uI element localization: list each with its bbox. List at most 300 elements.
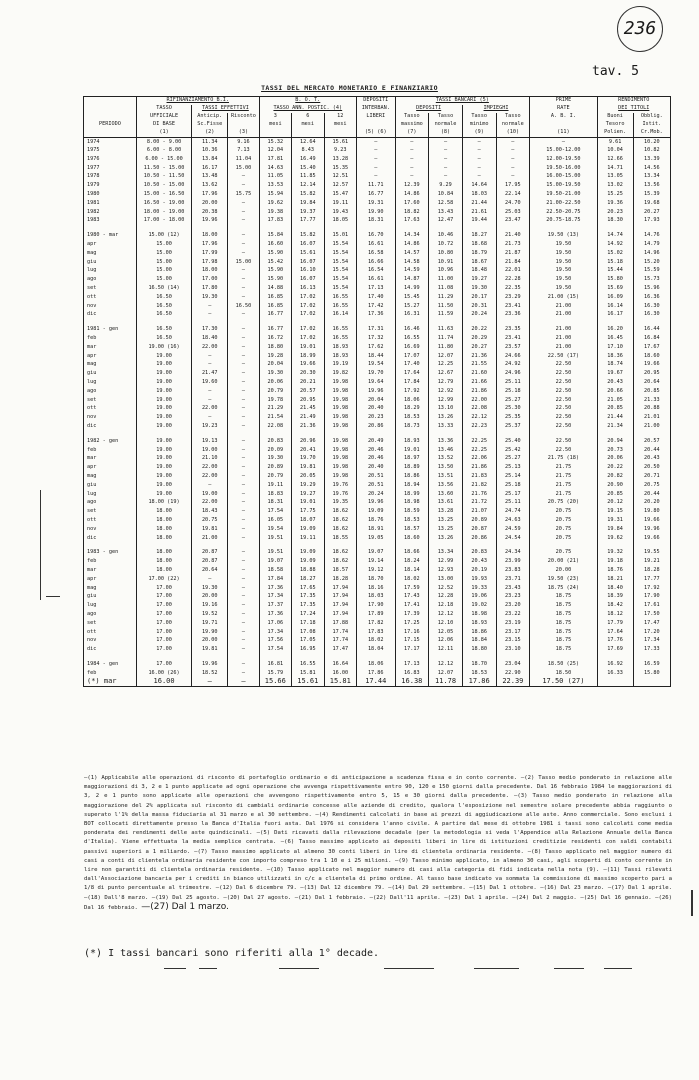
table-cell: 19.54 [259, 525, 291, 534]
table-cell: 15.54 [324, 275, 356, 284]
table-cell: 15.02 [597, 249, 633, 258]
table-cell: 20.85 [633, 387, 670, 396]
table-cell: 17.83 [259, 217, 291, 226]
table-cell: 16.30 [633, 311, 670, 320]
table-cell: 17.02 [292, 293, 324, 302]
table-row [84, 481, 671, 490]
table-cell: 14.99 [395, 284, 429, 293]
table-cell: 20.64 [633, 378, 670, 387]
table-cell: 20.06 [259, 378, 291, 387]
table-cell: 21.00 [530, 311, 597, 320]
table-row [84, 610, 671, 619]
table-cell: 20.86 [357, 422, 395, 431]
table-cell: — [462, 164, 496, 173]
table-cell: 18.28 [633, 566, 670, 575]
table-cell: — [228, 352, 259, 361]
table-cell: 21.87 [496, 249, 530, 258]
table-cell: 18.99 [395, 490, 429, 499]
table-cell: 13.28 [429, 507, 463, 516]
row-period: set [84, 396, 137, 405]
table-row [84, 534, 671, 543]
table-cell: 25.37 [496, 422, 530, 431]
table-cell: 19.19 [324, 361, 356, 370]
table-cell: 20.17 [462, 293, 496, 302]
table-cell: — [228, 231, 259, 240]
table-cell: 21.47 [192, 369, 228, 378]
table-cell: 18.88 [292, 566, 324, 575]
table-cell: 22.50 [530, 405, 597, 414]
table-cell: 19.30 [259, 369, 291, 378]
table-cell: — [429, 173, 463, 182]
table-cell: 18.04 [357, 645, 395, 654]
table-cell: 18.80 [259, 343, 291, 352]
table-cell: 17.88 [324, 619, 356, 628]
table-cell: 18.00 [136, 516, 191, 525]
row-period: dic [84, 422, 137, 431]
table-cell: 19.01 [395, 446, 429, 455]
table-cell: 15.40 [292, 164, 324, 173]
table-cell: 18.00 [136, 534, 191, 543]
table-cell: — [496, 173, 530, 182]
table-cell: 17.94 [324, 601, 356, 610]
table-cell: 21.86 [462, 463, 496, 472]
table-row [84, 405, 671, 414]
table-cell: 19.62 [259, 199, 291, 208]
table-cell: 18.48 [462, 267, 496, 276]
table-cell: 15.44 [597, 267, 633, 276]
table-cell: 15.81 [324, 678, 356, 687]
table-cell: 15.27 [395, 302, 429, 311]
table-cell: 16.55 [324, 293, 356, 302]
table-cell: — [228, 472, 259, 481]
table-cell: 18.93 [462, 619, 496, 628]
table-cell: 16.55 [292, 660, 324, 669]
table-cell: 17.35 [292, 593, 324, 602]
table-cell: 25.27 [496, 396, 530, 405]
table-cell: 19.64 [357, 378, 395, 387]
table-cell: 18.86 [462, 628, 496, 637]
table-cell: 19.09 [292, 549, 324, 558]
table-cell: — [462, 138, 496, 147]
table-cell: 19.00 [136, 490, 191, 499]
table-cell: 21.33 [633, 396, 670, 405]
table-cell: 20.75 [633, 481, 670, 490]
table-cell: — [228, 610, 259, 619]
table-cell: — [228, 628, 259, 637]
table-cell: 21.82 [462, 481, 496, 490]
table-cell: 11.04 [228, 155, 259, 164]
table-cell: — [462, 155, 496, 164]
table-cell: 16.72 [259, 334, 291, 343]
footnotes-text: —(1) Applicabile alle operazioni di risconto di portafoglio ordinario e di anticipazione a scadenza fissa e in conto corrente. —(2) Tasso medio ponderato in relazione alle maggiorazioni di 3, 2 e 1 punto applicate ad ogni operazione che avvenga rispettivamente entro 90, 120 e 150 giorni dalla precedente. Dal 16 febbraio 1984 le maggiorazioni di 3, 2 e 1 punto sono applicate alle operazioni che avvengono rispettivamente entro 5, 15 e 30 giorni dalla precedente. —(3) Tasso medio ponderato in relazione alla maggiorazione del 2% applicata sul risconto di cambiali ordinarie concesse alle aziende di credito, qualora l'esposizione nel semestre solare precedente abbia raggiunto o superato l'1% della massa fiduciaria al 31 marzo e al 30 settembre. —(4) Rendimenti calcolati in base ai prezzi di aggiudicazione alle aste. Anno commerciale. Sono esclusi i BOT collocati direttamente presso la Banca d'Italia fuori asta. Dal 1976 si considera l'anno civile. A partire dal mese di ottobre 1981 i tassi sono calcolati come media ponderata dei rendimenti delle aste quindicinali. —(5) Dati ricavati dalla rilevazione decadale (per la metodologia si veda l'Appendice alla Relazione Annuale della Banca d'Italia). Viene effettuata la media semplice centrata. —(6) Tasso massimo applicato ai depositi liberi in lire di istituzioni creditizie residenti con saldi contabili passivi superiori a 1 miliardo. —(7) Tasso massimo applicato al almeno 30 conti liberi in lire di clientela ordinaria residente. —(8) Tasso applicato nel maggior numero di casi a conti di clientela ordinaria residente con importo compreso tra 1 10 e i 25 milioni. —(9) Tasso minimo applicato, in almeno 30 casi, agli scoperti di conto corrente in lire non garantiti di clientela ordinaria residente. —(10) Tasso applicato nel maggior numero di casi alla categoria di fidi indicata nella nota (9). —(11) Tassi rilevati dall'Associazione bancaria per i crediti in bianco utilizzati in c/c a clientela di primo ordine. Al tasso base indicato va sommata la commissione di massimo scoperto pari a 1/8 di punto percentuale al trimestre. —(12) Dal 6 dicembre 79. —(13) Dal 12 dicembre 79. —(14) Dal 29 settembre. —(15) Dal 1 ottobre. —(16) Dal 23 marzo. —(17) Dal 1 aprile. —(18) Dall'8 marzo. —(19) Dal 25 agosto. —(20) Dal 27 agosto. —(21) Dal 1 febbraio. —(22) Dall'11 aprile. —(23) Dal 1 aprile. —(24) Dal 2 maggio. —(25) Dal 16 gennaio. —(26) Dal 16 febbraio. [84, 775, 672, 911]
table-cell: 24.59 [496, 525, 530, 534]
table-cell: 17.08 [292, 628, 324, 637]
table-cell: 16.61 [357, 275, 395, 284]
table-cell: — [228, 208, 259, 217]
header-note-8: (8) [429, 129, 463, 138]
table-cell: — [429, 146, 463, 155]
table-cell: 17.15 [395, 637, 429, 646]
table-cell: 16.58 [357, 249, 395, 258]
table-cell: 17.00 [136, 628, 191, 637]
table-cell: 20.46 [357, 446, 395, 455]
table-cell: 23.47 [496, 217, 530, 226]
table-cell: 17.02 [292, 325, 324, 334]
table-cell: 22.50 [530, 361, 597, 370]
row-period: 1974 [84, 138, 137, 147]
table-cell: 19.37 [292, 208, 324, 217]
table-row [84, 525, 671, 534]
table-cell: 15.82 [292, 231, 324, 240]
table-cell: 18.75 [530, 645, 597, 654]
table-cell: 13.60 [429, 490, 463, 499]
table-row [84, 549, 671, 558]
table-cell: 22.23 [462, 422, 496, 431]
table-cell: 20.24 [462, 311, 496, 320]
table-cell: 17.00 [136, 593, 191, 602]
table-cell: 20.85 [597, 405, 633, 414]
table-cell: 15.00-19.50 [530, 181, 597, 190]
table-cell: 16.46 [395, 325, 429, 334]
header-normale-dep: normale [429, 121, 463, 129]
table-row [84, 557, 671, 566]
page-number-circle [617, 6, 663, 52]
header-blank [84, 97, 137, 106]
row-period: 1976 [84, 155, 137, 164]
table-row [84, 455, 671, 464]
table-cell: 17.13 [357, 284, 395, 293]
table-cell: 18.00 - 19.00 [136, 208, 191, 217]
table-cell: 18.05 [324, 217, 356, 226]
table-cell: 15.01 [324, 231, 356, 240]
table-cell: 20.75 [530, 516, 597, 525]
table-cell: 15.96 [633, 284, 670, 293]
table-cell: 19.09 [292, 525, 324, 534]
table-cell: 20.31 [462, 302, 496, 311]
table-cell: 16.30 [633, 302, 670, 311]
margin-bar [691, 890, 693, 916]
table-cell: 22.08 [259, 422, 291, 431]
table-cell: 17.75 [292, 507, 324, 516]
table-cell: 17.99 [192, 249, 228, 258]
table-cell: 25.18 [496, 387, 530, 396]
table-cell: 18.73 [395, 422, 429, 431]
row-period: ago [84, 275, 137, 284]
table-cell: — [228, 584, 259, 593]
table-cell: 18.42 [597, 601, 633, 610]
table-cell: 13.05 [597, 173, 633, 182]
table-cell: — [228, 334, 259, 343]
table-cell: 19.55 [633, 549, 670, 558]
table-cell [597, 678, 633, 687]
table-cell: 18.31 [357, 217, 395, 226]
table-cell: 19.00 [136, 422, 191, 431]
table-cell: 18.07 [292, 516, 324, 525]
table-cell: 18.70 [357, 575, 395, 584]
table-cell: 17.07 [395, 352, 429, 361]
header-impieghi: IMPIEGHI [462, 105, 529, 113]
table-cell: 18.44 [357, 352, 395, 361]
table-cell: 11.71 [357, 181, 395, 190]
table-cell: 19.00 [136, 405, 191, 414]
table-cell: 17.18 [292, 619, 324, 628]
table-cell: 15.73 [633, 275, 670, 284]
row-period: ott [84, 628, 137, 637]
table-cell: 19.98 [324, 405, 356, 414]
table-cell: 18.24 [395, 557, 429, 566]
margin-bracket [40, 490, 53, 600]
header-rendimento: RENDIMENTO [597, 97, 670, 106]
table-cell: 18.75 [530, 637, 597, 646]
row-period: nov [84, 525, 137, 534]
table-cell: 18.98 [395, 499, 429, 508]
table-cell: 20.87 [462, 525, 496, 534]
table-cell: 17.86 [462, 678, 496, 687]
table-cell: 13.56 [633, 181, 670, 190]
table-cell: 20.79 [259, 387, 291, 396]
table-cell: 15.61 [292, 678, 324, 687]
row-period: nov [84, 302, 137, 311]
table-cell: — [228, 422, 259, 431]
table-cell: — [429, 164, 463, 173]
table-cell: 19.00 [136, 361, 191, 370]
table-cell: 19.98 [324, 413, 356, 422]
table-cell: 10.84 [429, 190, 463, 199]
table-cell: — [228, 181, 259, 190]
table-cell: 25.40 [496, 437, 530, 446]
table-cell: 17.83 [357, 628, 395, 637]
table-cell: 19.30 [192, 293, 228, 302]
table-cell: 25.27 [496, 455, 530, 464]
row-period: 1978 [84, 173, 137, 182]
table-cell: 15.82 [292, 190, 324, 199]
table-cell: 10.72 [429, 240, 463, 249]
table-cell: 19.98 [324, 378, 356, 387]
table-row [84, 293, 671, 302]
table-cell: 15.94 [259, 190, 291, 199]
header-polien: Polien. [597, 129, 633, 138]
header-note-10: (10) [496, 129, 530, 138]
table-row [84, 472, 671, 481]
table-cell: 19.98 [324, 422, 356, 431]
table-cell: 20.79 [259, 472, 291, 481]
table-cell: 19.50 [530, 240, 597, 249]
table-cell: 21.75 [530, 490, 597, 499]
table-cell: 15.00 [136, 240, 191, 249]
row-period: 1982 - gen [84, 437, 137, 446]
table-cell: 21.00-22.50 [530, 199, 597, 208]
table-cell: 17.10 [597, 343, 633, 352]
table-cell: 12.99 [429, 557, 463, 566]
table-cell: 15.00 (12) [136, 231, 191, 240]
table-cell: — [228, 413, 259, 422]
table-cell: 17.36 [259, 584, 291, 593]
row-period: mar [84, 343, 137, 352]
table-row [84, 396, 671, 405]
table-cell: — [192, 311, 228, 320]
table-row [84, 619, 671, 628]
table-cell: 20.00 [530, 566, 597, 575]
row-period: feb [84, 669, 137, 678]
table-cell: 11.29 [429, 293, 463, 302]
table-cell: 16.00-15.00 [530, 173, 597, 182]
table-cell: 18.00 [136, 525, 191, 534]
header-istit: Istit. [633, 121, 670, 129]
table-cell: 22.90 [496, 669, 530, 678]
table-cell: 18.76 [597, 566, 633, 575]
table-cell: 19.67 [597, 369, 633, 378]
row-period: dic [84, 311, 137, 320]
table-cell: 8.43 [292, 146, 324, 155]
table-cell: — [192, 396, 228, 405]
table-cell: — [395, 155, 429, 164]
table-cell: 16.38 [395, 678, 429, 687]
table-cell: — [496, 146, 530, 155]
table-cell: 6.00 - 8.00 [136, 146, 191, 155]
table-cell: 17.64 [395, 369, 429, 378]
row-period: feb [84, 557, 137, 566]
table-cell: 12.12 [429, 610, 463, 619]
table-cell: 18.75 [530, 593, 597, 602]
table-cell: — [228, 343, 259, 352]
table-cell: 12.64 [292, 138, 324, 147]
table-cell: 14.79 [633, 240, 670, 249]
table-cell: 20.24 [357, 490, 395, 499]
table-cell: 21.75 [530, 481, 597, 490]
table-cell: 18.83 [259, 490, 291, 499]
table-cell: 15.00 - 16.50 [136, 190, 191, 199]
table-cell: — [228, 516, 259, 525]
table-cell: — [192, 575, 228, 584]
table-cell: 10.80 [429, 249, 463, 258]
table-cell: 14.86 [395, 240, 429, 249]
row-period: lug [84, 601, 137, 610]
header-mesi-12: mesi [324, 121, 356, 129]
table-cell: 16.77 [357, 190, 395, 199]
table-cell: 13.25 [429, 516, 463, 525]
table-cell: 18.59 [395, 507, 429, 516]
table-cell: — [496, 155, 530, 164]
row-period: ago [84, 499, 137, 508]
table-cell: 17.16 [395, 628, 429, 637]
table-cell: 24.96 [496, 369, 530, 378]
table-cell: 16.77 [259, 311, 291, 320]
header-tesoro: Tesoro [597, 121, 633, 129]
table-cell: 15.81 [292, 669, 324, 678]
row-period: 1982 [84, 208, 137, 217]
header-tasso-ann: TASSO ANN. POSTIC. (4) [259, 105, 356, 113]
header-normale-imp: normale [496, 121, 530, 129]
table-cell: 20.27 [633, 208, 670, 217]
table-cell: 15.79 [259, 669, 291, 678]
table-cell: 17.37 [259, 601, 291, 610]
table-cell: 25.42 [496, 446, 530, 455]
table-cell: 18.40 [597, 584, 633, 593]
row-period: ott [84, 516, 137, 525]
table-cell: 15.00 [136, 258, 191, 267]
table-cell: 19.38 [259, 208, 291, 217]
table-cell: 18.02 [357, 637, 395, 646]
table-cell: 17.82 [357, 619, 395, 628]
table-row [84, 208, 671, 217]
table-cell: 19.15 [597, 507, 633, 516]
table-cell: 21.66 [462, 378, 496, 387]
table-cell: 18.99 [292, 352, 324, 361]
header-cr-mob: Cr.Mob. [633, 129, 670, 138]
table-cell: 16.14 [597, 302, 633, 311]
table-cell: 22.50 [530, 413, 597, 422]
table-cell: 18.12 [597, 610, 633, 619]
table-cell: 18.80 [462, 645, 496, 654]
table-cell: 18.52 [192, 669, 228, 678]
table-cell: 12.57 [324, 181, 356, 190]
table-cell: 19.14 [357, 557, 395, 566]
table-cell: — [357, 164, 395, 173]
table-row [84, 325, 671, 334]
table-cell: 17.33 [633, 645, 670, 654]
row-period: 1980 - mar [84, 231, 137, 240]
table-cell: 17.60 [395, 199, 429, 208]
table-cell: 16.50 [136, 311, 191, 320]
table-row [84, 422, 671, 431]
table-cell: 19.00 [136, 446, 191, 455]
table-cell: 24.70 [496, 199, 530, 208]
table-cell: 16.10 [292, 267, 324, 276]
table-cell: 20.57 [292, 387, 324, 396]
table-cell: 15.54 [324, 258, 356, 267]
table-cell: 17.00 [136, 610, 191, 619]
table-cell: 18.06 [357, 660, 395, 669]
header-di-base: DI BASE [136, 121, 191, 129]
table-row [84, 275, 671, 284]
table-cell: 19.98 [324, 463, 356, 472]
table-cell: 19.90 [192, 628, 228, 637]
table-cell: 19.00 [192, 490, 228, 499]
table-cell: 20.75 [530, 507, 597, 516]
header-tasso-dep-max: Tasso [395, 113, 429, 121]
table-cell: 22.39 [496, 678, 530, 687]
table-cell: 17.94 [324, 593, 356, 602]
table-cell: 23.83 [496, 566, 530, 575]
table-cell: 17.94 [324, 584, 356, 593]
table-cell: 15.90 [259, 267, 291, 276]
table-cell: 17.02 [292, 311, 324, 320]
table-cell: 20.38 [192, 208, 228, 217]
table-cell: 16.07 [292, 258, 324, 267]
header-blank [84, 105, 137, 113]
table-row [84, 146, 671, 155]
table-cell: 15.90 [259, 249, 291, 258]
table-cell: — [228, 499, 259, 508]
table-cell: 16.09 [597, 293, 633, 302]
table-cell: 25.11 [496, 378, 530, 387]
table-cell: 18.40 [192, 334, 228, 343]
table-cell: — [192, 352, 228, 361]
table-cell: 10.20 [633, 138, 670, 147]
table-cell: 23.04 [496, 660, 530, 669]
header-liberi: LIBERI [357, 113, 395, 121]
table-cell: 20.95 [292, 396, 324, 405]
table-cell: 13.48 [192, 173, 228, 182]
table-cell: 18.68 [462, 240, 496, 249]
table-cell: 17.81 [259, 155, 291, 164]
table-cell: 13.34 [633, 173, 670, 182]
table-cell: 13.84 [192, 155, 228, 164]
table-cell: 11.85 [292, 173, 324, 182]
table-cell: 19.09 [357, 507, 395, 516]
header-blank [324, 129, 356, 138]
table-cell: 19.00 [136, 472, 191, 481]
